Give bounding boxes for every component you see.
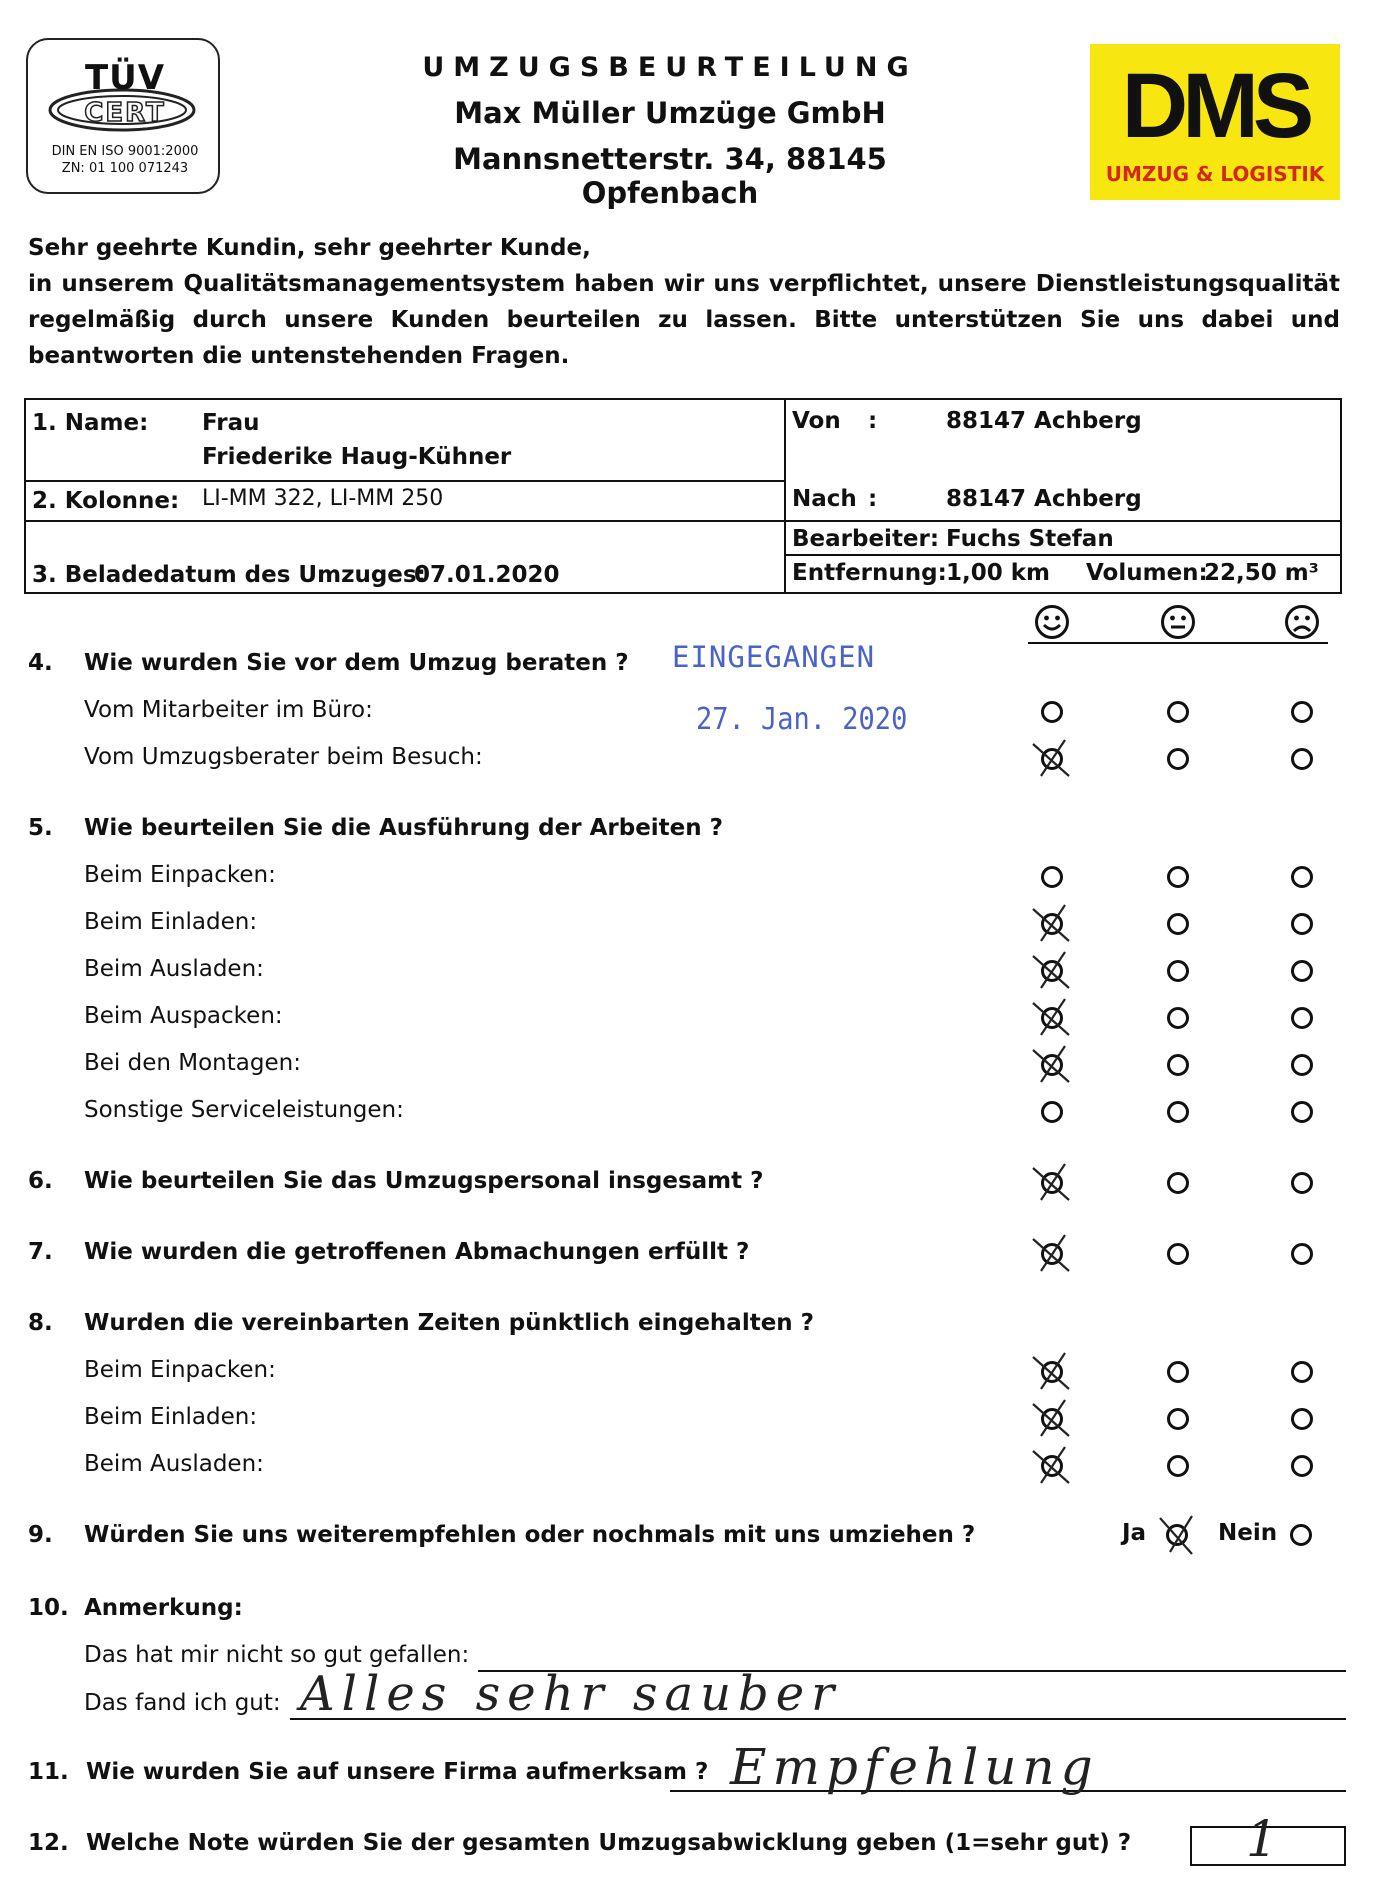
- name-value: Friederike Haug-Kühner: [202, 444, 512, 470]
- q10-positive-handwriting: Alles sehr sauber: [300, 1666, 842, 1722]
- entfernung-label: Entfernung:: [792, 560, 947, 586]
- q5-einladen-check-mark: [1029, 901, 1069, 941]
- q5-einpacken-radio-bad[interactable]: [1291, 866, 1313, 888]
- q5-item-montagen: Bei den Montagen:: [84, 1050, 301, 1076]
- q8-einladen-radio-neutral[interactable]: [1167, 1408, 1189, 1430]
- q8-einpacken-radio-neutral[interactable]: [1167, 1361, 1189, 1383]
- q4-item-buero: Vom Mitarbeiter im Büro:: [84, 697, 373, 723]
- q4-text: Wie wurden Sie vor dem Umzug beraten ?: [84, 650, 629, 676]
- q8-einladen-check-mark: [1029, 1396, 1069, 1436]
- bearbeiter-value: Fuchs Stefan: [946, 526, 1114, 552]
- q8-ausladen-radio-neutral[interactable]: [1167, 1455, 1189, 1477]
- q6-radio-bad[interactable]: [1291, 1172, 1313, 1194]
- q7-number: 7.: [28, 1239, 53, 1265]
- q12-text: Welche Note würden Sie der gesamten Umzugsabwicklung geben (1=sehr gut) ?: [86, 1830, 1132, 1856]
- q5-sonstige-radio-bad[interactable]: [1291, 1101, 1313, 1123]
- route-cell: [785, 399, 1341, 521]
- q8-einpacken-check-mark: [1029, 1349, 1069, 1389]
- q5-einpacken-radio-good[interactable]: [1041, 866, 1063, 888]
- q4-besuch-radio-bad[interactable]: [1291, 748, 1313, 770]
- q5-ausladen-radio-neutral[interactable]: [1167, 960, 1189, 982]
- date-value: 07.01.2020: [414, 562, 560, 588]
- q5-montagen-radio-neutral[interactable]: [1167, 1054, 1189, 1076]
- q4-besuch-check-mark: [1029, 736, 1069, 776]
- q8-number: 8.: [28, 1310, 53, 1336]
- q5-auspacken-radio-neutral[interactable]: [1167, 1007, 1189, 1029]
- q7-text: Wie wurden die getroffenen Abmachungen erfüllt ?: [84, 1239, 750, 1265]
- intro-body: in unserem Qualitätsmanagementsystem haben wir uns verpflichtet, unsere Dienstleistungsqualität regelmäßig durch unsere Kunden beurteilen zu lassen. Bitte unterstützen Sie uns dabei und beantworten die untenstehenden Fragen.: [28, 271, 1340, 369]
- q11-handwriting: Empfehlung: [730, 1738, 1099, 1796]
- q10-positive-label: Das fand ich gut:: [84, 1690, 281, 1716]
- q6-radio-neutral[interactable]: [1167, 1172, 1189, 1194]
- q5-sonstige-radio-good[interactable]: [1041, 1101, 1063, 1123]
- q5-item-auspacken: Beim Auspacken:: [84, 1003, 283, 1029]
- nach-value: 88147 Achberg: [946, 486, 1142, 512]
- q4-buero-radio-neutral[interactable]: [1167, 701, 1189, 723]
- von-colon: :: [868, 408, 878, 434]
- form-title: UMZUGSBEURTEILUNG: [422, 52, 918, 83]
- received-stamp: [660, 632, 940, 752]
- q5-ausladen-radio-bad[interactable]: [1291, 960, 1313, 982]
- q4-number: 4.: [28, 650, 53, 676]
- volumen-label: Volumen:: [1086, 560, 1208, 586]
- date-cell: [25, 521, 785, 593]
- rating-header-underline: [1028, 642, 1328, 644]
- name-cell: [25, 399, 785, 481]
- dms-logo: [1090, 44, 1340, 200]
- q8-einladen-radio-bad[interactable]: [1291, 1408, 1313, 1430]
- tuv-zn-line: ZN: 01 100 071243: [61, 161, 189, 176]
- intro-salutation: Sehr geehrte Kundin, sehr geehrter Kunde,: [28, 235, 591, 261]
- q10-negative-label: Das hat mir nicht so gut gefallen:: [84, 1642, 470, 1668]
- customer-info-table: [24, 398, 1342, 594]
- sad-face-icon: [1284, 604, 1320, 640]
- kolonne-cell: [25, 481, 785, 521]
- q9-number: 9.: [28, 1522, 53, 1548]
- q5-ausladen-check-mark: [1029, 948, 1069, 988]
- von-value: 88147 Achberg: [946, 408, 1142, 434]
- company-name: Max Müller Umzüge GmbH: [454, 96, 886, 130]
- q7-check-mark: [1029, 1231, 1069, 1271]
- q12-handwriting: 1: [1246, 1810, 1278, 1868]
- q7-radio-neutral[interactable]: [1167, 1243, 1189, 1265]
- q9-text: Würden Sie uns weiterempfehlen oder nochmals mit uns umziehen ?: [84, 1522, 976, 1548]
- q9-yes-label: Ja: [1122, 1520, 1147, 1546]
- q8-text: Wurden die vereinbarten Zeiten pünktlich eingehalten ?: [84, 1310, 815, 1336]
- q4-buero-radio-bad[interactable]: [1291, 701, 1313, 723]
- q5-montagen-check-mark: [1029, 1042, 1069, 1082]
- q8-ausladen-radio-bad[interactable]: [1291, 1455, 1313, 1477]
- q8-item-einladen: Beim Einladen:: [84, 1404, 258, 1430]
- tuv-iso-line: DIN EN ISO 9001:2000: [51, 144, 199, 159]
- tuv-cert-label: CERT: [84, 98, 166, 128]
- tuv-cert-logo: [26, 38, 220, 194]
- q5-number: 5.: [28, 815, 53, 841]
- q6-check-mark: [1029, 1160, 1069, 1200]
- name-title: Frau: [202, 410, 260, 436]
- q7-radio-bad[interactable]: [1291, 1243, 1313, 1265]
- q5-item-einladen: Beim Einladen:: [84, 909, 258, 935]
- dms-brand: DMS: [1121, 55, 1309, 157]
- kolonne-value: LI-MM 322, LI-MM 250: [202, 486, 444, 511]
- entfernung-value: 1,00 km: [946, 560, 1051, 586]
- q8-einpacken-radio-bad[interactable]: [1291, 1361, 1313, 1383]
- q10-text: Anmerkung:: [84, 1595, 243, 1621]
- q5-auspacken-radio-bad[interactable]: [1291, 1007, 1313, 1029]
- q5-auspacken-check-mark: [1029, 995, 1069, 1035]
- nach-label: Nach: [792, 486, 857, 512]
- q9-yes-check-mark: [1156, 1510, 1196, 1550]
- q11-text: Wie wurden Sie auf unsere Firma aufmerksam ?: [86, 1759, 709, 1785]
- q9-no-radio[interactable]: [1290, 1524, 1312, 1546]
- q4-buero-radio-good[interactable]: [1041, 701, 1063, 723]
- q11-number: 11.: [28, 1759, 69, 1785]
- volumen-value: 22,50 m³: [1204, 560, 1319, 586]
- q9-no-label: Nein: [1218, 1520, 1278, 1546]
- q5-item-einpacken: Beim Einpacken:: [84, 862, 276, 888]
- date-label: 3. Beladedatum des Umzuges:: [32, 562, 426, 588]
- q8-item-einpacken: Beim Einpacken:: [84, 1357, 276, 1383]
- q5-montagen-radio-bad[interactable]: [1291, 1054, 1313, 1076]
- q5-sonstige-radio-neutral[interactable]: [1167, 1101, 1189, 1123]
- q5-item-ausladen: Beim Ausladen:: [84, 956, 264, 982]
- q10-number: 10.: [28, 1595, 69, 1621]
- q5-einladen-radio-bad[interactable]: [1291, 913, 1313, 935]
- q5-item-sonstige: Sonstige Serviceleistungen:: [84, 1097, 404, 1123]
- neutral-face-icon: [1160, 604, 1196, 640]
- q5-einladen-radio-neutral[interactable]: [1167, 913, 1189, 935]
- q4-item-besuch: Vom Umzugsberater beim Besuch:: [84, 744, 483, 770]
- q5-einpacken-radio-neutral[interactable]: [1167, 866, 1189, 888]
- q8-item-ausladen: Beim Ausladen:: [84, 1451, 264, 1477]
- von-label: Von: [792, 408, 841, 434]
- q4-besuch-radio-neutral[interactable]: [1167, 748, 1189, 770]
- bearbeiter-label: Bearbeiter:: [792, 526, 940, 552]
- name-label: 1. Name:: [32, 410, 149, 436]
- q8-ausladen-check-mark: [1029, 1443, 1069, 1483]
- company-address: Mannsnetterstr. 34, 88145 Opfenbach: [453, 142, 887, 210]
- nach-colon: :: [868, 486, 878, 512]
- q5-text: Wie beurteilen Sie die Ausführung der Arbeiten ?: [84, 815, 723, 841]
- q12-number: 12.: [28, 1830, 69, 1856]
- q6-text: Wie beurteilen Sie das Umzugspersonal insgesamt ?: [84, 1168, 764, 1194]
- stamp-date: 27. Jan. 2020: [696, 702, 908, 737]
- happy-face-icon: [1034, 604, 1070, 640]
- bearbeiter-cell: [785, 521, 1341, 555]
- q6-number: 6.: [28, 1168, 53, 1194]
- entfernung-cell: [785, 555, 1341, 593]
- dms-tagline: UMZUG & LOGISTIK: [1105, 162, 1325, 186]
- kolonne-label: 2. Kolonne:: [32, 488, 180, 514]
- stamp-label: EINGEGANGEN: [672, 640, 876, 674]
- tuv-brand: TÜV: [84, 58, 166, 98]
